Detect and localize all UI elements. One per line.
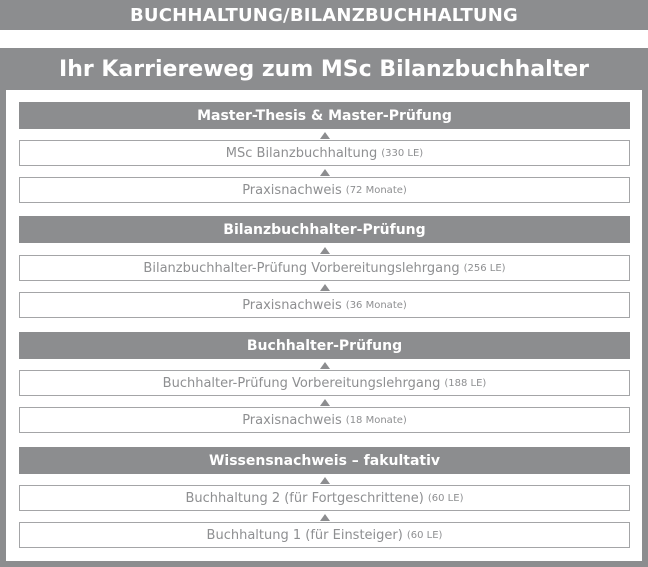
step-bh2-label: Buchhaltung 2 (für Fortgeschrittene) xyxy=(185,490,424,506)
step-buchhaltung-1 xyxy=(19,522,630,548)
stage-bilanz-label: Bilanzbuchhalter-Prüfung xyxy=(223,221,426,238)
step-buch-course-label: Buchhalter-Prüfung Vorbereitungslehrgang xyxy=(162,375,441,391)
stage-master-exam xyxy=(19,102,630,129)
step-bh2-detail: (60 LE) xyxy=(427,492,464,504)
stage-buch-exam xyxy=(19,332,630,359)
step-bilanz-course-detail: (256 LE) xyxy=(463,262,506,274)
step-praxis-18 xyxy=(19,407,630,433)
step-bilanz-course-label: Bilanzbuchhalter-Prüfung Vorbereitungslehrgang xyxy=(143,260,460,276)
step-bh1-detail: (60 LE) xyxy=(406,529,443,541)
step-buch-course xyxy=(19,370,630,396)
step-msc-label: MSc Bilanzbuchhaltung xyxy=(225,145,378,161)
step-praxis-36-label: Praxisnachweis xyxy=(242,297,342,313)
up-arrow-icon xyxy=(320,247,330,254)
step-msc xyxy=(19,140,630,166)
step-praxis-72-detail: (72 Monate) xyxy=(345,184,407,196)
step-bilanz-course xyxy=(19,255,630,281)
career-title: Ihr Karriereweg zum MSc Bilanzbuchhalter xyxy=(59,56,589,82)
step-praxis-18-label: Praxisnachweis xyxy=(242,412,342,428)
up-arrow-icon xyxy=(320,477,330,484)
up-arrow-icon xyxy=(320,362,330,369)
up-arrow-icon xyxy=(320,132,330,139)
step-msc-detail: (330 LE) xyxy=(381,147,424,159)
banner-title: BUCHHALTUNG/BILANZBUCHHALTUNG xyxy=(130,4,518,26)
step-praxis-36 xyxy=(19,292,630,318)
step-praxis-72 xyxy=(19,177,630,203)
step-bh1-label: Buchhaltung 1 (für Einsteiger) xyxy=(206,527,403,543)
stage-bilanz-exam xyxy=(19,216,630,243)
stage-knowledge xyxy=(19,447,630,474)
up-arrow-icon xyxy=(320,514,330,521)
up-arrow-icon xyxy=(320,169,330,176)
top-banner xyxy=(0,0,648,30)
step-buch-course-detail: (188 LE) xyxy=(444,377,487,389)
step-praxis-18-detail: (18 Monate) xyxy=(345,414,407,426)
step-praxis-36-detail: (36 Monate) xyxy=(345,299,407,311)
up-arrow-icon xyxy=(320,399,330,406)
stage-buch-label: Buchhalter-Prüfung xyxy=(246,337,403,354)
up-arrow-icon xyxy=(320,284,330,291)
stage-knowledge-label: Wissensnachweis – fakultativ xyxy=(208,452,441,469)
step-praxis-72-label: Praxisnachweis xyxy=(242,182,342,198)
frame-title xyxy=(0,48,648,90)
step-buchhaltung-2 xyxy=(19,485,630,511)
stage-master-label: Master-Thesis & Master-Prüfung xyxy=(197,107,452,124)
